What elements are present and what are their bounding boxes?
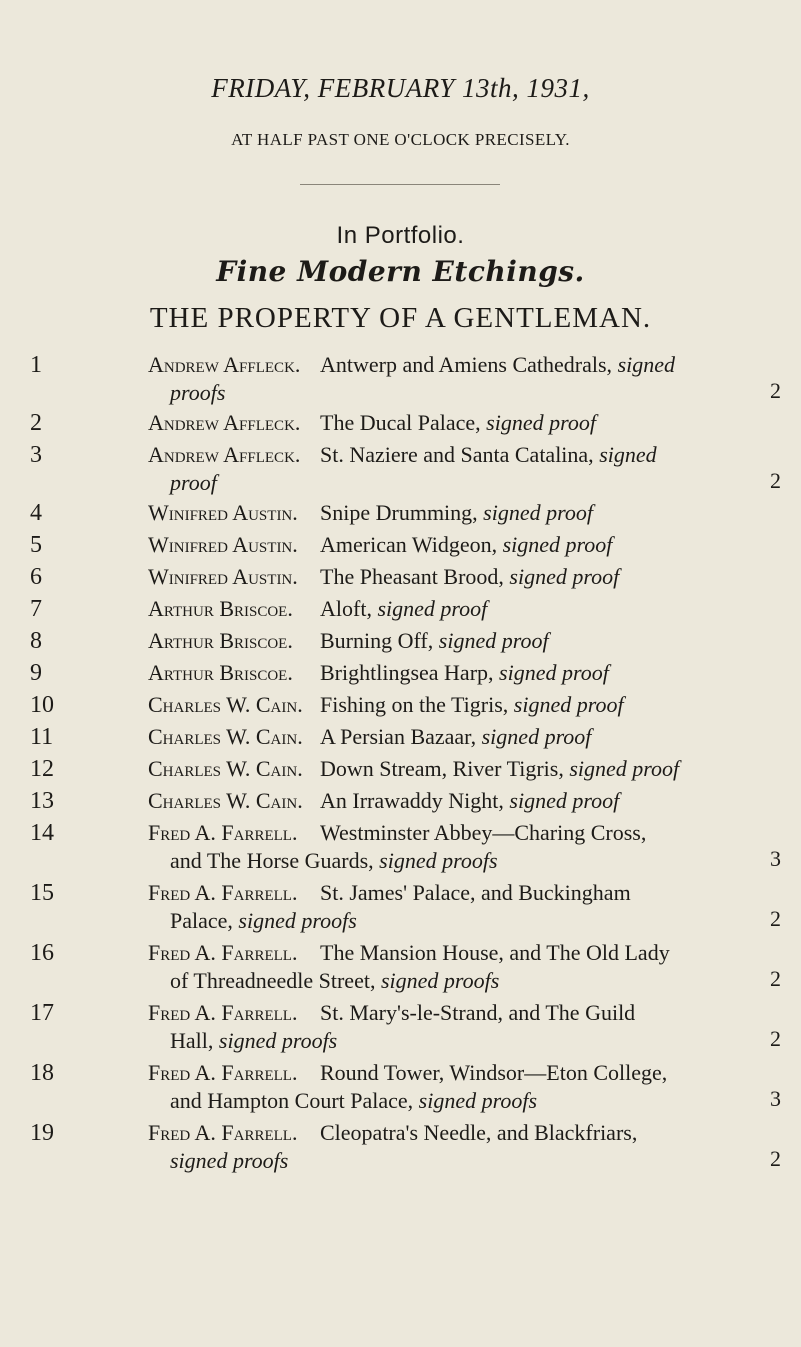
lot-19 [0, 1120, 801, 1180]
lot-number: 8 [30, 628, 42, 654]
lot-number: 7 [30, 596, 42, 622]
lot-artist: Winifred Austin. [148, 532, 298, 557]
lot-title: St. Mary's-le-Strand, and The Guild [320, 1000, 636, 1025]
lot-1 [0, 352, 801, 412]
lot-title: Burning Off, signed proof [320, 628, 549, 653]
lot-artist: Winifred Austin. [148, 500, 298, 525]
lot-artist: Charles W. Cain. [148, 756, 303, 781]
lot-title: Round Tower, Windsor—Eton College, [320, 1060, 668, 1085]
lot-continuation: of Threadneedle Street, signed proofs [170, 968, 500, 993]
section-title: Fine Modern Etchings. [216, 255, 585, 288]
lot-number: 12 [30, 756, 54, 782]
lot-number: 5 [30, 532, 42, 558]
owner-heading: THE PROPERTY OF A GENTLEMAN. [149, 302, 652, 334]
lot-title: Antwerp and Amiens Cathedrals, signed [320, 352, 676, 377]
lot-artist: Fred A. Farrell. [148, 820, 298, 845]
lot-quantity: 2 [770, 378, 781, 403]
lot-title: Fishing on the Tigris, signed proof [320, 692, 624, 717]
lot-number: 6 [30, 564, 42, 590]
lot-title: St. James' Palace, and Buckingham [320, 880, 631, 905]
lot-quantity: 3 [770, 846, 781, 871]
divider-rule [300, 184, 500, 185]
lot-15 [0, 880, 801, 940]
lot-number: 11 [30, 724, 54, 750]
lot-number: 3 [30, 442, 42, 468]
lot-artist: Charles W. Cain. [148, 692, 303, 717]
lot-16 [0, 940, 801, 1000]
lot-quantity: 2 [770, 1026, 781, 1051]
lot-title: A Persian Bazaar, signed proof [320, 724, 592, 749]
lot-artist: Arthur Briscoe. [148, 628, 293, 653]
lot-title: Westminster Abbey—Charing Cross, [320, 820, 647, 845]
lot-number: 18 [30, 1060, 54, 1086]
lot-title: Cleopatra's Needle, and Blackfriars, [320, 1120, 638, 1145]
portfolio-heading: In Portfolio. [336, 222, 465, 249]
lot-number: 4 [30, 500, 42, 526]
lot-quantity: 2 [770, 1146, 781, 1171]
lot-continuation: Palace, signed proofs [170, 908, 357, 933]
lot-title: Aloft, signed proof [320, 596, 488, 621]
lot-title: Down Stream, River Tigris, signed proof [320, 756, 680, 781]
lot-artist: Fred A. Farrell. [148, 1000, 298, 1025]
lot-quantity: 3 [770, 1086, 781, 1111]
lot-artist: Fred A. Farrell. [148, 880, 298, 905]
sale-date: FRIDAY, FEBRUARY 13th, 1931, [211, 73, 590, 103]
lot-number: 9 [30, 660, 42, 686]
lot-quantity: 2 [770, 468, 781, 493]
lot-artist: Arthur Briscoe. [148, 660, 293, 685]
lot-continuation: Hall, signed proofs [170, 1028, 338, 1053]
lot-continuation: and Hampton Court Palace, signed proofs [170, 1088, 538, 1113]
lot-number: 10 [30, 692, 54, 718]
lot-title: The Pheasant Brood, signed proof [320, 564, 620, 589]
lot-number: 1 [30, 352, 42, 378]
lot-number: 2 [30, 410, 42, 436]
lot-artist: Arthur Briscoe. [148, 596, 293, 621]
lot-artist: Charles W. Cain. [148, 724, 303, 749]
lot-continuation: and The Horse Guards, signed proofs [170, 848, 498, 873]
lot-3 [0, 442, 801, 502]
lot-quantity: 2 [770, 966, 781, 991]
lot-title: Brightlingsea Harp, signed proof [320, 660, 609, 685]
lot-artist: Fred A. Farrell. [148, 1060, 298, 1085]
lot-artist: Andrew Affleck. [148, 410, 301, 435]
lot-title: Snipe Drumming, signed proof [320, 500, 593, 525]
lot-signature: proofs [170, 380, 226, 405]
lot-title: The Ducal Palace, signed proof [320, 410, 596, 435]
lot-signature: signed proofs [170, 1148, 289, 1173]
lot-number: 16 [30, 940, 54, 966]
lot-title: An Irrawaddy Night, signed proof [320, 788, 620, 813]
lot-artist: Andrew Affleck. [148, 442, 301, 467]
lot-artist: Fred A. Farrell. [148, 940, 298, 965]
sale-time: AT HALF PAST ONE O'CLOCK PRECISELY. [231, 130, 570, 149]
lot-signature: proof [170, 470, 217, 495]
lot-artist: Fred A. Farrell. [148, 1120, 298, 1145]
lot-number: 14 [30, 820, 54, 846]
lot-18 [0, 1060, 801, 1120]
lot-title: St. Naziere and Santa Catalina, signed [320, 442, 657, 467]
lot-17 [0, 1000, 801, 1060]
lot-artist: Andrew Affleck. [148, 352, 301, 377]
lot-artist: Winifred Austin. [148, 564, 298, 589]
lot-14 [0, 820, 801, 880]
lot-title: American Widgeon, signed proof [320, 532, 613, 557]
lot-number: 17 [30, 1000, 54, 1026]
lot-number: 15 [30, 880, 54, 906]
lot-number: 13 [30, 788, 54, 814]
lot-number: 19 [30, 1120, 54, 1146]
lot-quantity: 2 [770, 906, 781, 931]
lot-artist: Charles W. Cain. [148, 788, 303, 813]
lot-title: The Mansion House, and The Old Lady [320, 940, 670, 965]
